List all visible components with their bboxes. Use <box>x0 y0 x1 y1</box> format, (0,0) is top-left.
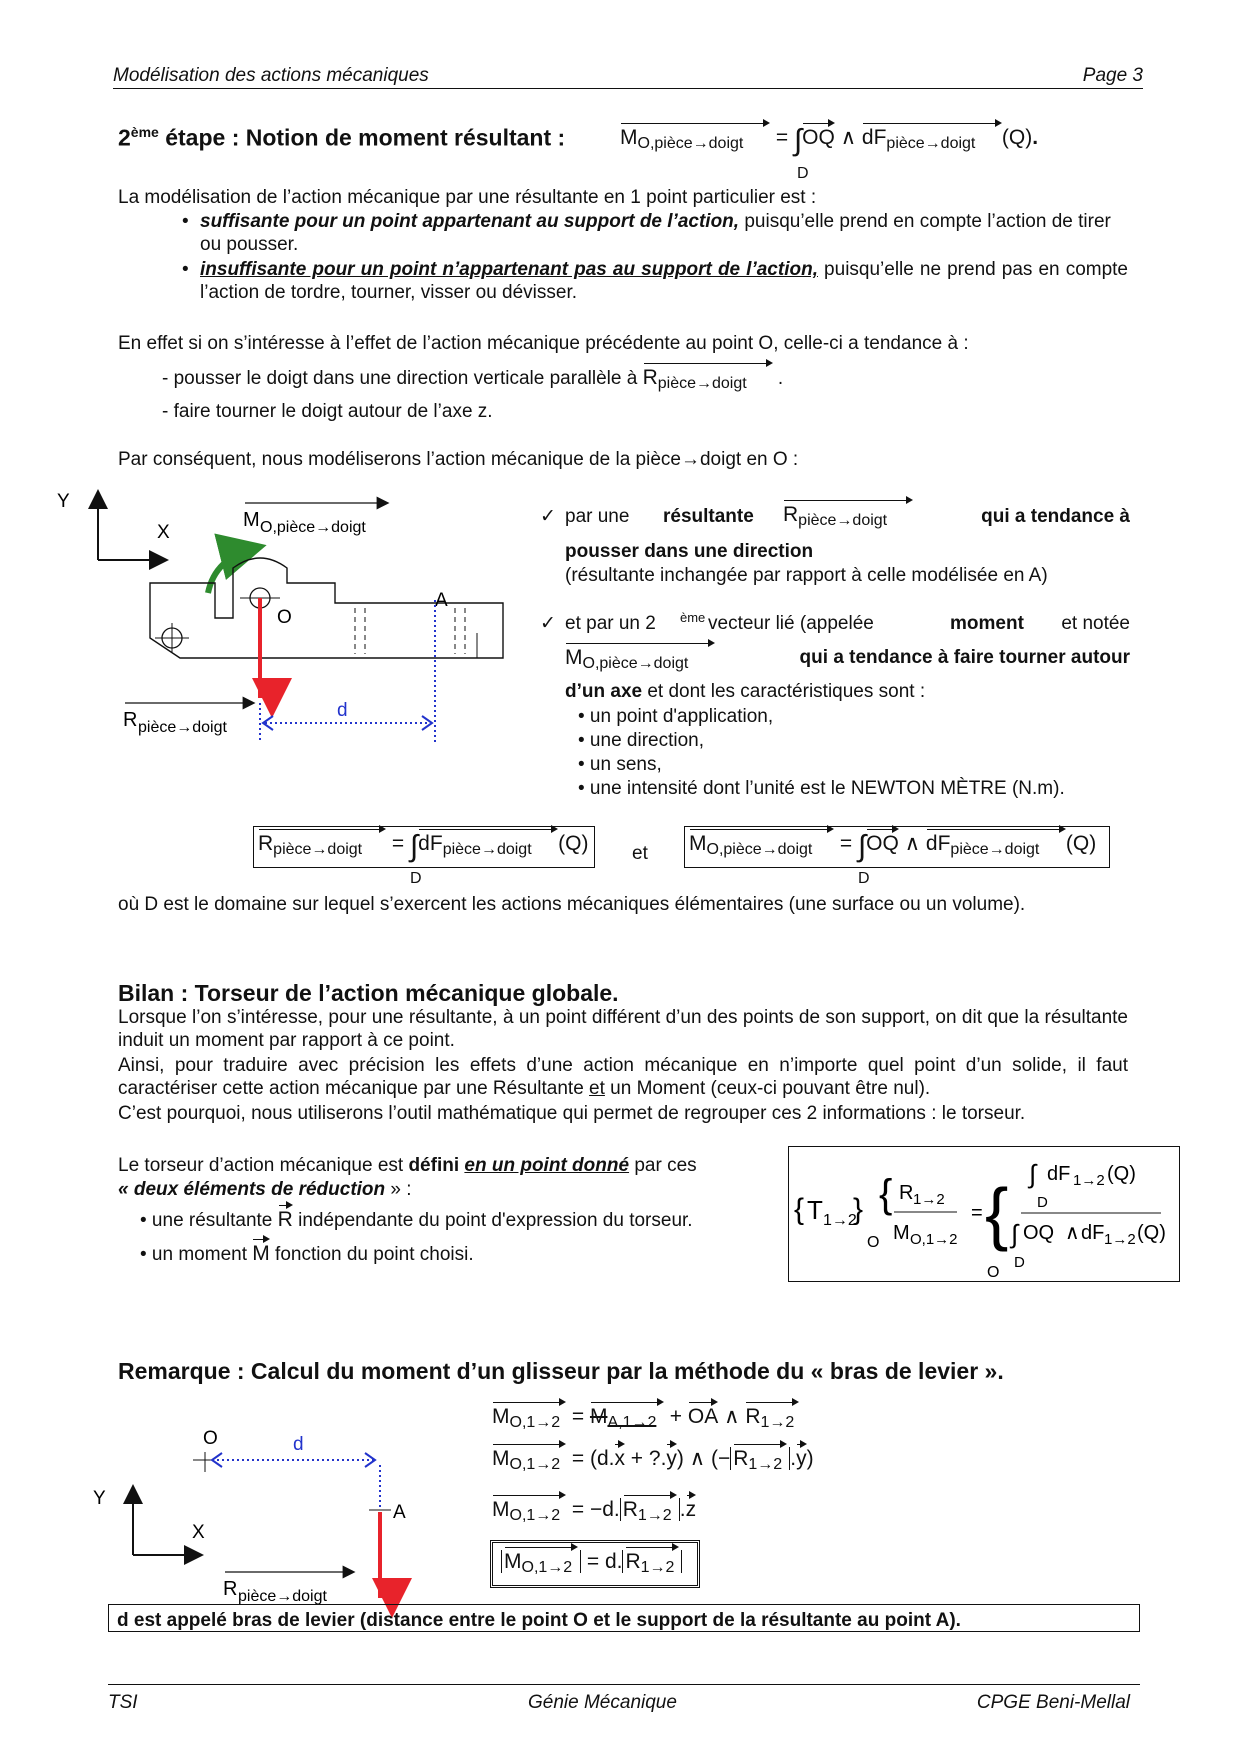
svg-text:1→2: 1→2 <box>913 1191 945 1208</box>
moment-formula-box: $M_{O,pièce\to doigt} = \int OQ$ ∧ $dF_{pièce\to doigt}$ (Q) <box>684 826 1110 868</box>
footer-left: TSI <box>108 1692 138 1713</box>
svg-text:∧: ∧ <box>1065 1222 1080 1244</box>
check2-line2: $M_{O,pièce\to doigt}$ qui a tendance à faire tourner autour <box>565 646 1130 675</box>
bullet-2: • insuffisante pour un point n’appartenant pas au support de l’action, puisqu’elle ne prend pas en compte l’action de tordre, tourner, visser ou dévisser. <box>182 259 1128 303</box>
bilan-paragraph-1: Lorsque l’on s’intéresse, pour une résultante, à un point différent d’un des points de son support, on dit que la résultante induit un moment par rapport à ce point. <box>118 1007 1128 1051</box>
svg-text:X: X <box>192 1522 205 1543</box>
left-domain-label: D <box>410 870 422 887</box>
svg-text:pièce→doigt: pièce→doigt <box>138 719 227 736</box>
footer-right: CPGE Beni-Mellal <box>976 1692 1130 1713</box>
torseur-bullet-1: • une résultante R indépendante du point d'expression du torseur. <box>140 1208 693 1231</box>
section-title-etape2: 2ème étape : Notion de moment résultant : <box>118 124 566 151</box>
figure-bras-levier <box>85 1420 465 1620</box>
check2-line3: d’un axe et dont les caractéristiques sont : <box>565 681 926 702</box>
x-axis-label: X <box>157 522 170 543</box>
remarque-title: Remarque : Calcul du moment d’un glisseur par la méthode du « bras de levier ». <box>118 1358 1004 1384</box>
svg-text:{: { <box>879 1172 893 1216</box>
moment-label: M <box>243 509 260 531</box>
consequence-text: Par conséquent, nous modéliserons l’action mécanique de la pièce→doigt en O : <box>118 449 799 470</box>
equation-2: $M_{O,1\to 2} = (d.x$ + ?.y) ∧ (− $R_{1\to 2}$ .y) <box>492 1447 814 1473</box>
svg-text:dF: dF <box>1081 1222 1105 1244</box>
bullet-1: • suffisante pour un point appartenant au support de l’action, puisqu’elle prend en compte l’action de tirer ou pousser. <box>182 211 1111 255</box>
conclusion-box: d est appelé bras de levier (distance entre le point O et le support de la résultante au point A). <box>108 1604 1140 1632</box>
point-o-label-2: O <box>203 1428 218 1449</box>
check1-line3: (résultante inchangée par rapport à celle modélisée en A) <box>565 565 1048 586</box>
bilan-title: Bilan : Torseur de l’action mécanique globale. <box>118 980 619 1006</box>
equation-3: $M_{O,1\to 2} = -d$. $R_{1\to 2}$ .z <box>492 1498 697 1524</box>
bilan-paragraph-3: C’est pourquoi, nous utiliserons l’outil mathématique qui permet de regrouper ces 2 informations : le torseur. <box>118 1103 1026 1124</box>
bilan-paragraph-2: Ainsi, pour traduire avec précision les effets d’une action mécanique en n’importe quel point d’un solide, il faut caractériser cette action mécanique par une Résultante et un Moment (ceux-ci pouvant être nul). <box>118 1055 1128 1099</box>
svg-text:(Q): (Q) <box>1107 1163 1136 1185</box>
svg-text:{: { <box>794 1193 805 1226</box>
torseur-definition: Le torseur d’action mécanique est défini en un point donné par ces <box>118 1155 697 1176</box>
piece-outline <box>150 558 503 658</box>
check1-line2: pousser dans une direction <box>565 541 814 562</box>
torseur-box <box>788 1146 1180 1282</box>
svg-text:T: T <box>807 1195 823 1225</box>
distance-d-label-2: d <box>293 1434 304 1455</box>
effet-item-2: - faire tourner le doigt autour de l’axe z. <box>162 401 493 422</box>
effet-intro: En effet si on s’intéresse à l’effet de l’action mécanique précédente au point O, celle-ci a tendance à : <box>118 333 969 354</box>
moment-formula: $M_{O,pièce\to doigt} = \int OQ$ ∧ $dF_{pièce\to doigt}$ (Q). <box>620 124 1039 157</box>
svg-text:{: { <box>985 1174 1009 1252</box>
torseur-bullet-2: • un moment M fonction du point choisi. <box>140 1242 474 1265</box>
resultant-label: R <box>123 709 138 731</box>
intro-text: La modélisation de l’action mécanique par une résultante en 1 point particulier est : <box>118 187 817 208</box>
check2-item-3: • un sens, <box>578 754 662 775</box>
svg-text:(Q): (Q) <box>1137 1222 1166 1244</box>
svg-text:}: } <box>853 1193 864 1226</box>
svg-text:D: D <box>1037 1194 1048 1211</box>
svg-text:R: R <box>899 1182 914 1204</box>
svg-text:OQ: OQ <box>1023 1222 1055 1244</box>
svg-text:1→2: 1→2 <box>1104 1231 1136 1248</box>
equation-1: $M_{O,1\to 2} = M_{A,1\to 2}$ + OA ∧ $R_{1\to 2}$ <box>492 1404 799 1432</box>
svg-text:∫: ∫ <box>1029 1159 1037 1189</box>
figure-piece-doigt <box>55 488 545 758</box>
page-header <box>113 64 1143 89</box>
svg-text:pièce→doigt: pièce→doigt <box>238 1588 327 1605</box>
svg-text:O: O <box>987 1264 1000 1281</box>
resultant-label-2: R <box>223 1578 238 1600</box>
resultant-formula-box: $R_{pièce\to doigt} = \int dF_{pièce\to doigt}$ (Q) <box>253 826 595 868</box>
svg-text:1→2: 1→2 <box>823 1212 857 1229</box>
svg-text:O,pièce→doigt: O,pièce→doigt <box>260 519 366 536</box>
distance-d-label: d <box>337 700 348 721</box>
right-domain-label: D <box>858 870 870 887</box>
svg-text:Y: Y <box>93 1488 106 1509</box>
svg-text:=: = <box>971 1202 983 1224</box>
point-o-label: O <box>277 607 292 628</box>
page-footer <box>108 1684 1140 1713</box>
point-a-label: A <box>435 590 448 611</box>
svg-text:O,1→2: O,1→2 <box>910 1231 958 1248</box>
domain-note: où D est le domaine sur lequel s’exercent les actions mécaniques élémentaires (une surface ou un volume). <box>118 894 1026 915</box>
y-axis-label: Y <box>57 491 70 512</box>
torseur-definition-2: « deux éléments de réduction » : <box>118 1179 412 1200</box>
check2-item-4: • une intensité dont l’unité est le NEWTON MÈTRE (N.m). <box>578 778 1065 799</box>
effet-item-1: - pousser le doigt dans une direction verticale parallèle à $R_{pièce\to doigt}$ . <box>162 366 783 395</box>
svg-text:O: O <box>867 1234 880 1251</box>
header-title: Modélisation des actions mécaniques <box>113 65 429 86</box>
svg-text:M: M <box>893 1222 910 1244</box>
check2-item-2: • une direction, <box>578 730 705 751</box>
check2-item-1: • un point d'application, <box>578 706 774 727</box>
footer-center: Génie Mécanique <box>528 1692 677 1713</box>
svg-text:∫: ∫ <box>1011 1219 1019 1249</box>
svg-text:D: D <box>1014 1254 1025 1271</box>
page-number: Page 3 <box>1082 65 1143 86</box>
svg-text:dF: dF <box>1047 1163 1071 1185</box>
point-a-label-2: A <box>393 1502 406 1523</box>
equation-4-box: $M_{O,1\to 2} = d$. $R_{1\to 2}$ <box>490 1540 700 1588</box>
domain-label: D <box>797 165 809 182</box>
et-label: et <box>632 843 648 864</box>
svg-text:1→2: 1→2 <box>1073 1172 1105 1189</box>
